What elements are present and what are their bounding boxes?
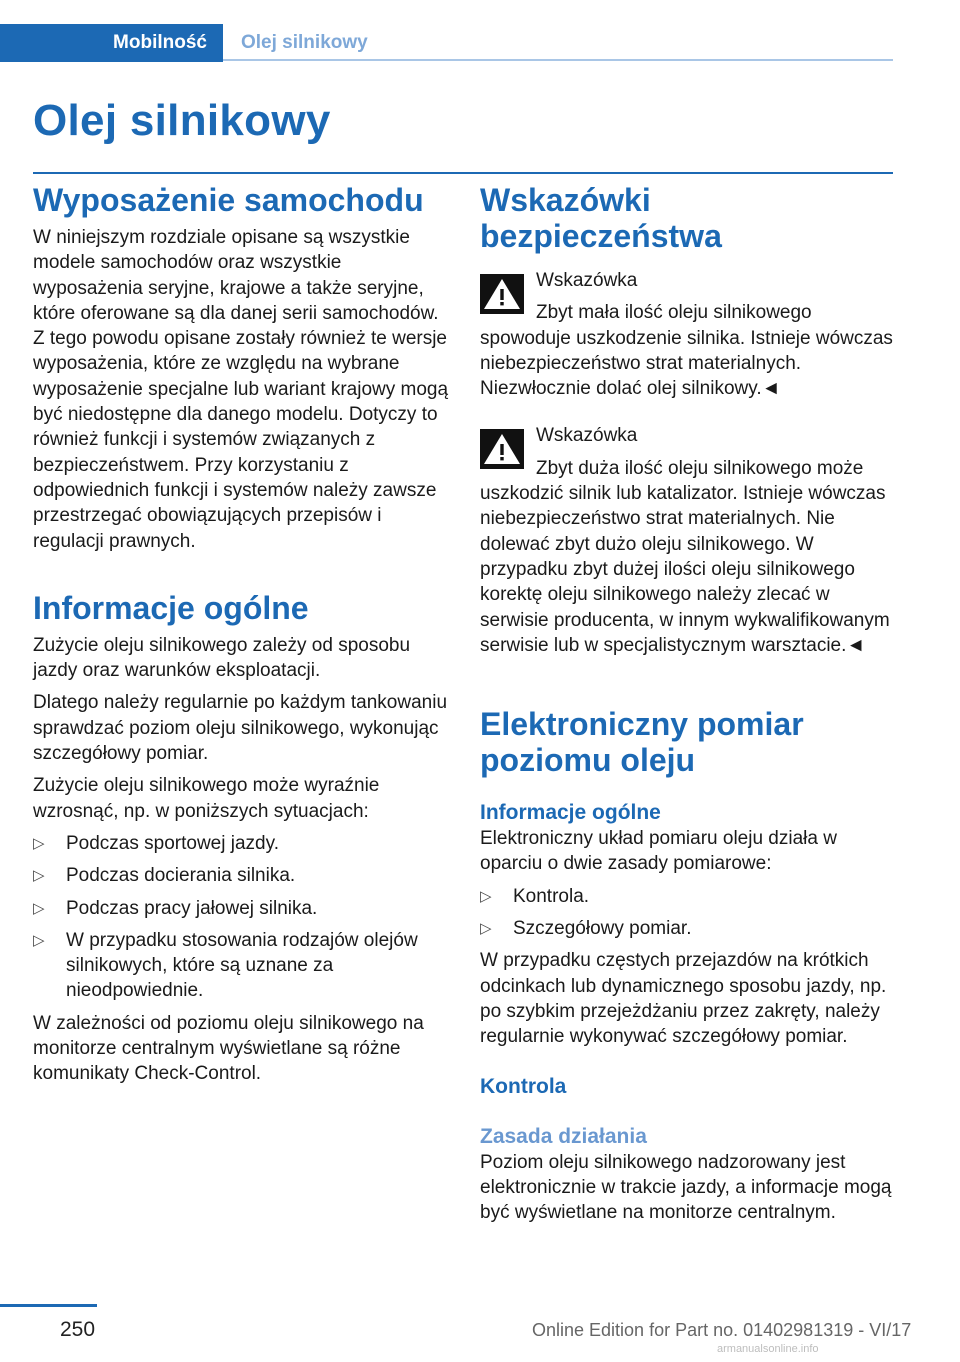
warning-label-1: Wskazówka [536,270,638,291]
warning-note-1 [480,268,896,401]
warning-note-2 [480,423,896,658]
heading-informacje-ogolne: Informacje ogólne [33,589,309,626]
list-zasady [480,884,896,942]
warning-triangle-icon [480,274,524,314]
footer-rule [0,1304,97,1307]
triangle-right-icon: ▷ [33,867,45,885]
paragraph-dlatego: Dlatego należy regularnie po każdym tankowaniu sprawdzać poziom oleju silnikowego, wykonując szczegółowy pomiar. [33,692,448,765]
title-rule [33,172,893,174]
page-title: Olej silnikowy [33,96,331,145]
list-situations [33,831,449,1004]
tab-olej-silnikowy[interactable]: Olej silnikowy [241,32,368,53]
footer-edition: Online Edition for Part no. 01402981319 - VI/17 [532,1320,912,1340]
warning-label-2: Wskazówka [536,425,638,447]
triangle-right-icon: ▷ [33,931,45,949]
triangle-right-icon: ▷ [33,834,45,852]
subheading-zasada-dzialania: Zasada działania [480,1124,647,1148]
list-item: ▷ Szczegółowy pomiar. [480,916,896,941]
watermark: armanualsonline.info [717,1343,819,1355]
warning-text-1: Zbyt mała ilość oleju silnikowego spowoduje uszkodzenie silnika. Istnieje wówczas niebezpieczeństwo strat materialnych. Niezwłocznie dolać olej silnikowy.◄ [480,302,893,400]
heading-kontrola: Kontrola [480,1074,567,1098]
paragraph-elektroniczny-uklad: Elektroniczny układ pomiaru oleju działa w oparciu o dwie zasady pomiarowe: [480,828,837,875]
triangle-right-icon: ▷ [480,920,492,938]
heading-wyposazenie: Wyposażenie samochodu [33,182,424,218]
right-column [480,182,896,1225]
heading-wskazowki: Wskazówki bezpieczeństwa [480,182,722,254]
list-item: ▷ W przypadku stosowania rodzajów olejów silnikowych, które są uznane za nieodpowiednie. [33,929,418,1002]
warning-triangle-icon [480,429,524,469]
list-item: ▷ Kontrola. [480,884,896,909]
paragraph-przejazdy: W przypadku częstych przejazdów na krótkich odcinkach lub dynamicznego sposobu jazdy, np. po szybkim przejeżdżaniu przez zakręty, należy regularnie wykonywać szczegółowy pomiar. [480,950,887,1048]
list-item: ▷ Podczas docierania silnika. [33,863,449,888]
heading-elektroniczny-pomiar: Elektroniczny pomiar poziomu oleju [480,706,804,779]
paragraph-wyposazenie: W niniejszym rozdziale opisane są wszystkie modele samochodów oraz wszystkie wyposażenia seryjne, krajowe a także seryjne, które oferowane są dla danej serii samochodów. Z tego powodu opisane zostały również te wersje wyposażenia, które ze względu na wybrane wyposażenie specjalne lub wariant krajowy mogą być niedostępne dla danego modelu. Dotyczy to również funkcji i systemów związanych z bezpieczeństwem. Przy korzystaniu z odpowiednich funkcji i systemów należy zawsze przestrzegać obowiązujących przepisów i regulacji prawnych. [33,227,449,552]
triangle-right-icon: ▷ [480,887,492,905]
paragraph-zuzycie: Zużycie oleju silnikowego zależy od sposobu jazdy oraz warunków eksploatacji. [33,634,411,682]
triangle-right-icon: ▷ [33,899,45,917]
header-rule [223,59,893,61]
left-column [33,182,449,1087]
paragraph-poziom-oleju: Poziom oleju silnikowego nadzorowany jest elektronicznie w trakcie jazdy, a informacje mogą być wyświetlane na monitorze centralnym. [480,1151,892,1224]
warning-text-2: Zbyt duża ilość oleju silnikowego może uszkodzić silnik lub katalizator. Istnieje wówczas niebezpieczeństwo strat materialnych. Nie dolewać zbyt dużo oleju silnikowego. W przypadku zbyt dużej ilości oleju silnikowego korektę oleju silnikowego należy zlecać w serwisie producenta, w innym wykwalifikowanym serwisie lub w specjalistycznym warsztacie.◄ [480,457,890,656]
tab-mobilnosc[interactable]: Mobilność [0,24,223,62]
paragraph-wzrosnac: Zużycie oleju silnikowego może wyraźnie wzrosnąć, np. w poniższych sytuacjach: [33,775,380,822]
header-tabbar [0,24,893,62]
subheading-informacje-ogolne: Informacje ogólne [480,801,661,825]
list-item: ▷ Podczas pracy jałowej silnika. [33,896,449,921]
paragraph-check-control: W zależności od poziomu oleju silnikowego na monitorze centralnym wyświetlane są różne komunikaty Check-Control. [33,1012,424,1085]
list-item: ▷ Podczas sportowej jazdy. [33,831,449,856]
page-number: 250 [60,1318,96,1341]
